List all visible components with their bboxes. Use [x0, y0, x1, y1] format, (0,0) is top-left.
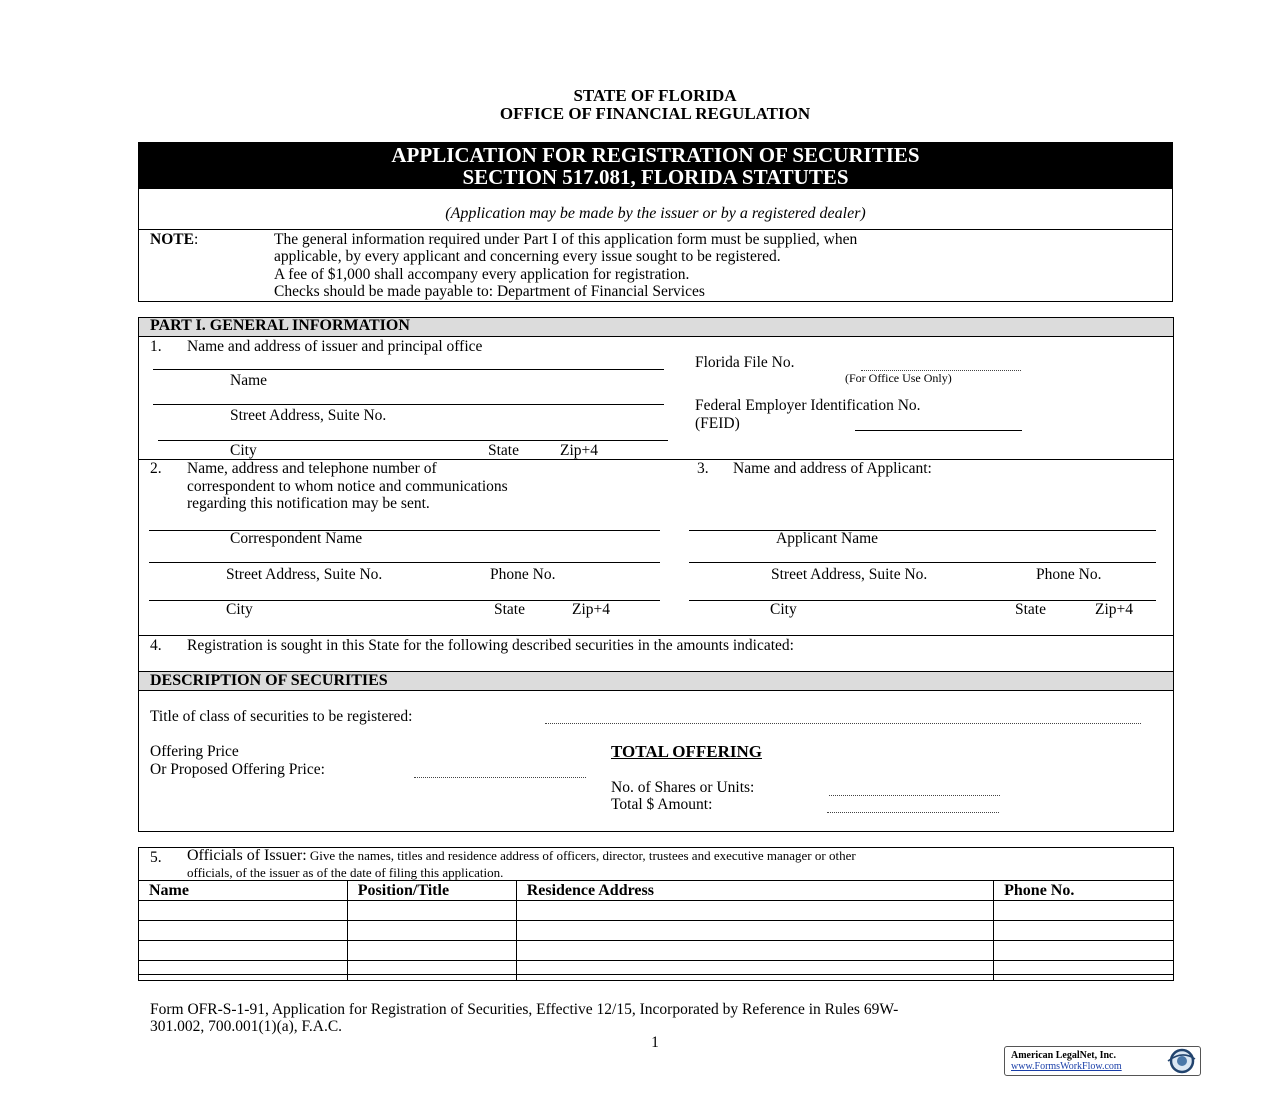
applicant-name-label: Applicant Name: [776, 530, 879, 547]
item1-number: 1.: [150, 338, 162, 355]
title-class-label: Title of class of securities to be registered:: [150, 708, 413, 725]
correspondent-city-label: City: [226, 601, 253, 618]
official-name-cell[interactable]: [139, 941, 348, 961]
issuer-street-label: Street Address, Suite No.: [230, 407, 387, 424]
offering-price-field[interactable]: [414, 777, 586, 778]
official-phone-cell[interactable]: [994, 961, 1174, 981]
applicant-name-line[interactable]: [689, 530, 1156, 531]
feid-field[interactable]: [855, 430, 1022, 431]
item4-label: Registration is sought in this State for the following described securities in the amounts indicated:: [187, 637, 794, 654]
globe-icon: [1165, 1048, 1197, 1074]
office-use-note: (For Office Use Only): [845, 371, 952, 385]
correspondent-name-label: Correspondent Name: [230, 530, 363, 547]
shares-label: No. of Shares or Units:: [611, 779, 755, 796]
note-text-2: applicable, by every applicant and concerning every issue sought to be registered.: [274, 248, 781, 265]
official-position-cell[interactable]: [347, 961, 516, 981]
form-citation-2: 301.002, 700.001(1)(a), F.A.C.: [150, 1018, 343, 1035]
official-phone-cell[interactable]: [994, 941, 1174, 961]
official-name-cell[interactable]: [139, 921, 348, 941]
official-address-cell[interactable]: [516, 901, 993, 921]
note-text-3: A fee of $1,000 shall accompany every application for registration.: [274, 266, 690, 283]
note-label: [150, 231, 198, 249]
official-position-cell[interactable]: [347, 941, 516, 961]
officials-header-row: [139, 881, 1174, 901]
correspondent-phone-label: Phone No.: [490, 566, 556, 583]
officials-number: 5.: [150, 849, 162, 866]
logo-company: American LegalNet, Inc.: [1011, 1050, 1116, 1061]
col-address-header: Residence Address: [516, 881, 993, 901]
item2-line-1: Name, address and telephone number of: [187, 460, 437, 477]
form-citation-1: Form OFR-S-1-91, Application for Registration of Securities, Effective 12/15, Incorporated by Reference in Rules 69W-: [150, 1001, 899, 1018]
official-position-cell[interactable]: [347, 901, 516, 921]
page-number: 1: [651, 1034, 659, 1051]
note-label-text: NOTE: [150, 231, 194, 248]
issuer-name-label: Name: [230, 372, 268, 389]
officials-label: [187, 849, 1167, 863]
official-phone-cell[interactable]: [994, 901, 1174, 921]
offering-price-label-1: Offering Price: [150, 743, 239, 760]
title-line-2: SECTION 517.081, FLORIDA STATUTES: [462, 165, 849, 189]
feid-label-2: (FEID): [695, 415, 740, 432]
correspondent-zip-label: Zip+4: [572, 601, 611, 618]
item2-line-2: correspondent to whom notice and communications: [187, 478, 508, 495]
offering-price-label-2: Or Proposed Offering Price:: [150, 761, 325, 778]
applicant-city-label: City: [770, 601, 797, 618]
officials-label-text: Officials of Issuer:: [187, 847, 307, 864]
applicant-city-line[interactable]: [689, 600, 1156, 601]
shares-field[interactable]: [829, 795, 1000, 796]
applicant-zip-label: Zip+4: [1095, 601, 1134, 618]
official-position-cell[interactable]: [347, 921, 516, 941]
florida-file-label: Florida File No.: [695, 354, 795, 371]
item4-number: 4.: [150, 637, 162, 654]
office-heading: OFFICE OF FINANCIAL REGULATION: [499, 104, 811, 123]
col-position-header: Position/Title: [347, 881, 516, 901]
officials-instruction-1: Give the names, titles and residence address of officers, director, trustees and executive manager or other: [309, 848, 856, 863]
official-name-cell[interactable]: [139, 961, 348, 981]
note-colon: :: [193, 231, 199, 248]
item2-line-3: regarding this notification may be sent.: [187, 495, 430, 512]
total-offering-heading: TOTAL OFFERING: [611, 742, 762, 761]
correspondent-state-label: State: [494, 601, 525, 618]
table-row: [139, 941, 1174, 961]
description-heading: DESCRIPTION OF SECURITIES: [150, 672, 388, 689]
col-name-header: Name: [139, 881, 348, 901]
officials-table: [138, 880, 1174, 981]
correspondent-name-line[interactable]: [149, 530, 660, 531]
title-line-1: APPLICATION FOR REGISTRATION OF SECURITIES: [391, 143, 920, 167]
issuer-name-line[interactable]: [153, 369, 664, 370]
item3-number: 3.: [697, 460, 709, 477]
official-phone-cell[interactable]: [994, 921, 1174, 941]
official-address-cell[interactable]: [516, 961, 993, 981]
applicant-phone-label: Phone No.: [1036, 566, 1102, 583]
feid-label-1: Federal Employer Identification No.: [695, 397, 921, 414]
item2-number: 2.: [150, 460, 162, 477]
state-heading: STATE OF FLORIDA: [573, 86, 737, 105]
issuer-zip-label: Zip+4: [560, 442, 599, 459]
issuer-street-line[interactable]: [153, 404, 664, 405]
table-row: [139, 921, 1174, 941]
item1-label: Name and address of issuer and principal office: [187, 338, 483, 355]
official-address-cell[interactable]: [516, 941, 993, 961]
table-row: [139, 961, 1174, 981]
note-divider: [139, 229, 1172, 230]
correspondent-street-label: Street Address, Suite No.: [226, 566, 383, 583]
applicant-state-label: State: [1015, 601, 1046, 618]
note-text-4: Checks should be made payable to: Department of Financial Services: [274, 283, 705, 300]
official-address-cell[interactable]: [516, 921, 993, 941]
correspondent-street-line[interactable]: [149, 562, 660, 563]
legalnet-logo[interactable]: [1004, 1046, 1201, 1076]
logo-url[interactable]: www.FormsWorkFlow.com: [1011, 1061, 1122, 1072]
applicant-street-label: Street Address, Suite No.: [771, 566, 928, 583]
issuer-city-label: City: [230, 442, 257, 459]
title-class-field[interactable]: [545, 723, 1141, 724]
applicant-street-line[interactable]: [689, 562, 1156, 563]
part1-heading: PART I. GENERAL INFORMATION: [150, 317, 410, 334]
amount-label: Total $ Amount:: [611, 796, 713, 813]
officials-instruction-2: officials, of the issuer as of the date of filing this application.: [187, 865, 504, 880]
col-phone-header: Phone No.: [994, 881, 1174, 901]
table-row: [139, 901, 1174, 921]
note-text-1: The general information required under Part I of this application form must be supplied, when: [274, 231, 858, 248]
issuer-state-label: State: [488, 442, 519, 459]
issuer-city-line[interactable]: [158, 440, 668, 441]
amount-field[interactable]: [827, 812, 999, 813]
item3-label: Name and address of Applicant:: [733, 460, 932, 477]
subtitle: (Application may be made by the issuer or by a registered dealer): [445, 205, 866, 222]
official-name-cell[interactable]: [139, 901, 348, 921]
item3-divider: [139, 635, 1173, 636]
